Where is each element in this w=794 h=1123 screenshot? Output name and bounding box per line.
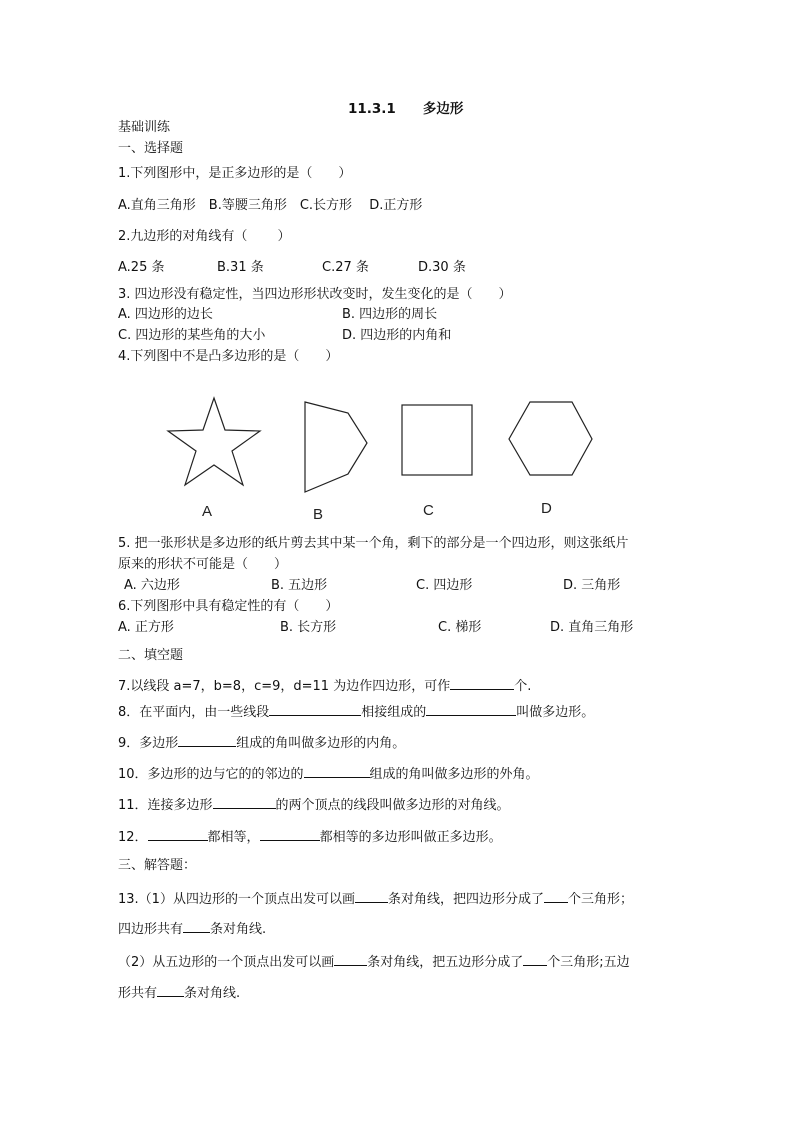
- q9-text-a: 9．多边形: [118, 736, 179, 751]
- q13-l1-text-c: 个三角形；: [567, 892, 633, 907]
- q6-option-b: B. 长方形: [280, 620, 337, 635]
- q13-l4-text-b: 条对角线.: [184, 986, 241, 1001]
- q11-blank[interactable]: [213, 796, 276, 809]
- q9-text-b: 组成的角叫做多边形的内角。: [236, 736, 406, 751]
- q3-stem: 3. 四边形没有稳定性，当四边形形状改变时，发生变化的是（ ）: [118, 287, 512, 302]
- q13-blank-2[interactable]: [544, 890, 568, 903]
- q6-option-d: D. 直角三角形: [550, 620, 634, 635]
- q13-line2: [118, 920, 266, 938]
- q5-stem-line1: 5. 把一张形状是多边形的纸片剪去其中某一个角，剩下的部分是一个四边形，则这张纸片: [118, 536, 629, 551]
- q10-text-b: 组成的角叫做多边形的外角。: [369, 767, 539, 782]
- figure-label-d: D: [541, 500, 552, 517]
- q13-l3-text-b: 条对角线，把五边形分成了: [367, 955, 524, 970]
- star-shape: [168, 398, 260, 485]
- part3-heading: 三、解答题：: [118, 858, 197, 873]
- q12-line: [118, 828, 502, 846]
- q3-option-b: B. 四边形的周长: [342, 307, 438, 322]
- figure-label-a: A: [202, 503, 213, 520]
- q5-option-c: C. 四边形: [416, 578, 473, 593]
- figure-label-c: C: [423, 502, 434, 519]
- q8-text-c: 叫做多边形。: [516, 705, 595, 720]
- q7-text-a: 7.以线段 a=7，b=8，c=9，d=11 为边作四边形，可作: [118, 679, 451, 694]
- q13-l1-text-a: 13.（1）从四边形的一个顶点出发可以画: [118, 892, 355, 907]
- part2-heading: 二、填空题: [118, 648, 184, 663]
- q13-line1: [118, 890, 633, 908]
- q13-blank-6[interactable]: [157, 984, 184, 997]
- q5-option-a: A. 六边形: [124, 578, 180, 593]
- q13-blank-1[interactable]: [355, 890, 388, 903]
- q8-blank-1[interactable]: [269, 703, 361, 716]
- q12-text-b: 都相等，: [207, 830, 260, 845]
- q13-l2-text-a: 四边形共有: [118, 922, 184, 937]
- q7-blank[interactable]: [450, 677, 514, 690]
- q13-l3-text-c: 个三角形;五边: [547, 955, 630, 970]
- q2-option-a: A.25 条: [118, 260, 165, 275]
- q12-text-a: 12．: [118, 830, 148, 845]
- q3-option-a: A. 四边形的边长: [118, 307, 213, 322]
- hexagon-shape: [509, 402, 592, 475]
- q8-line: [118, 703, 594, 721]
- pentagon-shape: [305, 402, 367, 492]
- q13-blank-5[interactable]: [523, 953, 547, 966]
- q3-option-d: D. 四边形的内角和: [342, 328, 452, 343]
- q13-blank-4[interactable]: [334, 953, 367, 966]
- square-shape: [402, 405, 472, 475]
- q1-options: A.直角三角形 B.等腰三角形 C.长方形 D.正方形: [118, 198, 423, 213]
- q7-text-b: 个.: [514, 679, 532, 694]
- q9-blank[interactable]: [178, 734, 236, 747]
- q2-option-c: C.27 条: [322, 260, 369, 275]
- q13-blank-3[interactable]: [183, 920, 210, 933]
- q12-text-c: 都相等的多边形叫做正多边形。: [319, 830, 502, 845]
- section-basic-training: 基础训练: [118, 120, 171, 135]
- q12-blank-1[interactable]: [148, 828, 208, 841]
- q11-text-a: 11．连接多边形: [118, 798, 213, 813]
- q6-stem: 6.下列图形中具有稳定性的有（ ）: [118, 599, 339, 614]
- q4-figures: [160, 388, 620, 528]
- q11-text-b: 的两个顶点的线段叫做多边形的对角线。: [275, 798, 510, 813]
- page-title: 11.3.1 多边形: [348, 101, 464, 117]
- q6-option-c: C. 梯形: [438, 620, 482, 635]
- q5-option-b: B. 五边形: [271, 578, 328, 593]
- q3-option-c: C. 四边形的某些角的大小: [118, 328, 266, 343]
- part1-heading: 一、选择题: [118, 141, 184, 156]
- q8-text-b: 相接组成的: [361, 705, 427, 720]
- q10-text-a: 10．多边形的边与它的的邻边的: [118, 767, 304, 782]
- q7-line: [118, 677, 531, 695]
- q5-option-d: D. 三角形: [563, 578, 621, 593]
- q1-stem: 1.下列图形中，是正多边形的是（ ）: [118, 166, 352, 181]
- q13-line4: [118, 984, 240, 1002]
- q2-option-d: D.30 条: [418, 260, 466, 275]
- q13-l2-text-b: 条对角线.: [210, 922, 267, 937]
- q11-line: [118, 796, 510, 814]
- q5-stem-line2: 原来的形状不可能是（ ）: [118, 557, 288, 572]
- q12-blank-2[interactable]: [260, 828, 320, 841]
- q6-option-a: A. 正方形: [118, 620, 174, 635]
- q8-blank-2[interactable]: [426, 703, 516, 716]
- q13-line3: [118, 953, 630, 971]
- q13-l4-text-a: 形共有: [118, 986, 158, 1001]
- figure-label-b: B: [313, 506, 324, 523]
- q10-line: [118, 765, 539, 783]
- q9-line: [118, 734, 405, 752]
- q10-blank[interactable]: [304, 765, 370, 778]
- q2-option-b: B.31 条: [217, 260, 264, 275]
- q8-text-a: 8．在平面内，由一些线段: [118, 705, 270, 720]
- q13-l3-text-a: （2）从五边形的一个顶点出发可以画: [118, 955, 335, 970]
- q13-l1-text-b: 条对角线，把四边形分成了: [387, 892, 544, 907]
- q4-stem: 4.下列图中不是凸多边形的是（ ）: [118, 349, 339, 364]
- q2-stem: 2.九边形的对角线有（ ）: [118, 229, 291, 244]
